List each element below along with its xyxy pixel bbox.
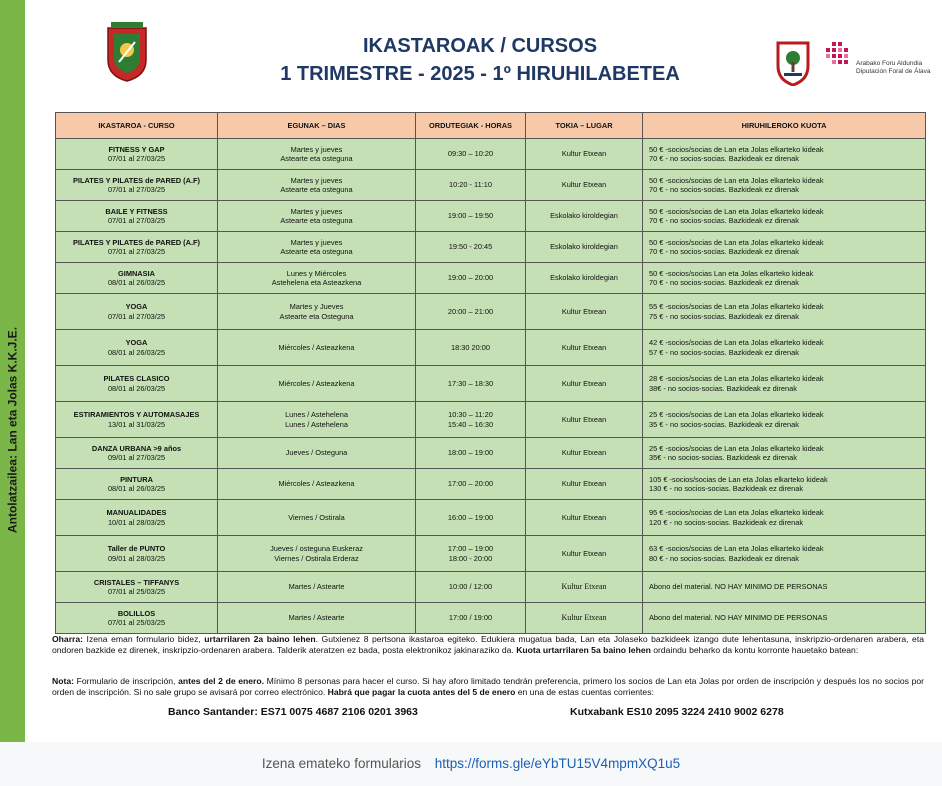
sidebar-strip bbox=[0, 0, 25, 742]
organizer-label: Antolatzailea: Lan eta Jolas K.K.J.E. bbox=[5, 326, 20, 534]
fee-cell bbox=[643, 294, 926, 330]
fee-cell bbox=[643, 500, 926, 536]
place-name: Kultur Etxean bbox=[561, 512, 607, 522]
fee-cell bbox=[643, 536, 926, 572]
days-line: Astearte eta Osteguna bbox=[279, 311, 354, 321]
footer-label: Izena emateko formularios bbox=[261, 756, 421, 771]
course-dates: 09/01 al 27/03/25 bbox=[107, 453, 166, 462]
place-cell bbox=[526, 469, 643, 500]
course-dates: 09/01 al 28/03/25 bbox=[107, 553, 166, 563]
hours-line: 19:50 - 20:45 bbox=[448, 242, 493, 252]
form-link[interactable]: https://forms.gle/eYbTU15V4mpmXQ1u5 bbox=[434, 756, 681, 771]
table-row bbox=[56, 500, 926, 536]
place-name: Kultur Etxean bbox=[561, 582, 607, 592]
hours-line: 19:00 – 19:50 bbox=[447, 211, 494, 221]
course-cell bbox=[56, 232, 218, 263]
fee-line: 35€ - no socios-socias. Bazkideak ez direnak bbox=[649, 453, 797, 462]
table-row bbox=[56, 469, 926, 500]
course-cell bbox=[56, 170, 218, 201]
days-line: Miércoles / Asteazkena bbox=[278, 378, 355, 388]
fee-line: 50 € -socios/socias de Lan eta Jolas elkarteko kideak bbox=[649, 237, 824, 247]
course-name: DANZA URBANA >9 años bbox=[91, 443, 182, 453]
days-cell bbox=[218, 469, 416, 500]
course-cell bbox=[56, 603, 218, 634]
place-cell bbox=[526, 139, 643, 170]
fee-line: Abono del material. NO HAY MINIMO DE PERSONAS bbox=[649, 613, 828, 623]
place-cell bbox=[526, 330, 643, 366]
dfa-name-eu: Arabako Foru Aldundia bbox=[856, 60, 923, 67]
days-line: Astearte eta osteguna bbox=[280, 154, 353, 163]
fee-line: 105 € -socios/socias de Lan eta Jolas elkarteko kideak bbox=[649, 474, 828, 484]
days-cell bbox=[218, 603, 416, 634]
course-dates: 07/01 al 25/03/25 bbox=[107, 587, 166, 596]
fee-cell bbox=[643, 139, 926, 170]
course-name: BOLILLOS bbox=[117, 608, 156, 618]
course-name: GIMNASIA bbox=[118, 268, 155, 278]
place-cell bbox=[526, 366, 643, 402]
bank-kutxabank: Kutxabank ES10 2095 3224 2410 9002 6278 bbox=[570, 706, 784, 718]
fee-line: 25 € -socios/socias de Lan eta Jolas elkarteko kideak bbox=[649, 443, 824, 453]
course-name: PILATES Y PILATES de PARED (A.F) bbox=[72, 237, 201, 247]
days-line: Astearte eta osteguna bbox=[280, 247, 353, 256]
days-line: Martes / Astearte bbox=[288, 582, 345, 592]
course-dates: 08/01 al 26/03/25 bbox=[107, 278, 166, 287]
days-line: Lunes / Astehelena bbox=[285, 410, 348, 419]
place-cell bbox=[526, 603, 643, 634]
course-dates: 13/01 al 31/03/25 bbox=[107, 419, 166, 429]
course-cell bbox=[56, 438, 218, 469]
note-basque: Oharra: Izena eman formulario bidez, urtarrilaren 2a baino lehen. Gutxienez 8 pertsona ikastaroa egiteko. Edukiera mugatua bada, Lan eta Jolaseko bazkideek izango dute lehentasuna, inskripzio-ordenaren arabera, eta ondoren bazkide ez direnek, inskripzio-ordenaren arabera. Talderik ateratzen ez bada, posta elektronikoz jakinaraziko da. Kuota urtarrilaren 5a baino lehen ordaindu beharko da kontu korronte hauetako batean: bbox=[52, 634, 924, 655]
course-name: CRISTALES – TIFFANYS bbox=[93, 577, 180, 587]
days-line: Martes y Jueves bbox=[289, 302, 344, 311]
course-dates: 07/01 al 27/03/25 bbox=[107, 247, 166, 256]
shield-logo-icon bbox=[105, 22, 149, 82]
course-name: YOGA bbox=[125, 338, 148, 347]
days-cell bbox=[218, 139, 416, 170]
fee-line: 50 € -socios/socias Lan eta Jolas elkarteko kideak bbox=[649, 268, 814, 278]
fee-line: Abono del material. NO HAY MINIMO DE PERSONAS bbox=[649, 582, 828, 592]
courses-table-body bbox=[56, 139, 926, 634]
hours-cell bbox=[416, 438, 526, 469]
bank-santander: Banco Santander: ES71 0075 4687 2106 0201 3963 bbox=[168, 706, 418, 718]
days-line: Martes y jueves bbox=[290, 206, 343, 216]
table-row bbox=[56, 402, 926, 438]
place-cell bbox=[526, 170, 643, 201]
fee-cell bbox=[643, 232, 926, 263]
table-row bbox=[56, 366, 926, 402]
days-cell bbox=[218, 330, 416, 366]
place-name: Kultur Etxean bbox=[561, 342, 607, 352]
table-row bbox=[56, 294, 926, 330]
table-row bbox=[56, 330, 926, 366]
course-dates: 10/01 al 28/03/25 bbox=[107, 517, 166, 527]
col-days: EGUNAK – DIAS bbox=[218, 113, 416, 139]
days-cell bbox=[218, 366, 416, 402]
hours-cell bbox=[416, 500, 526, 536]
fee-line: 75 € - no socios-socias. Bazkideak ez direnak bbox=[649, 311, 799, 321]
fee-line: 55 € -socios/socias de Lan eta Jolas elkarteko kideak bbox=[649, 302, 824, 311]
course-name: ESTIRAMIENTOS Y AUTOMASAJES bbox=[73, 410, 200, 419]
hours-line: 16:00 – 19:00 bbox=[447, 512, 494, 522]
course-name: BAILE Y FITNESS bbox=[105, 206, 168, 216]
fee-cell bbox=[643, 603, 926, 634]
hours-cell bbox=[416, 402, 526, 438]
note-spanish: Nota: Formulario de inscripción, antes del 2 de enero. Mínimo 8 personas para hacer el curso. Si hay aforo limitado tendrán preferencia, primero los socios de Lan eta Jolas por orden de inscripción y después los no socios por orden de inscripción. Si no sale grupo se avisará por correo electrónico. Habrá que pagar la cuota antes del 5 de enero en una de estas cuentas corrientes: bbox=[52, 676, 924, 697]
hours-cell bbox=[416, 536, 526, 572]
days-cell bbox=[218, 402, 416, 438]
place-cell bbox=[526, 294, 643, 330]
hours-cell bbox=[416, 603, 526, 634]
days-line: Martes y jueves bbox=[290, 144, 343, 154]
fee-line: 42 € -socios/socias de Lan eta Jolas elkarteko kideak bbox=[649, 338, 824, 347]
course-cell bbox=[56, 536, 218, 572]
fee-cell bbox=[643, 201, 926, 232]
courses-table bbox=[55, 112, 926, 634]
hours-line: 15:40 – 16:30 bbox=[447, 419, 494, 429]
hours-line: 17:30 – 18:30 bbox=[447, 378, 494, 388]
course-dates: 07/01 al 27/03/25 bbox=[107, 311, 166, 321]
table-row bbox=[56, 603, 926, 634]
fee-line: 50 € -socios/socias de Lan eta Jolas elkarteko kideak bbox=[649, 175, 824, 185]
table-row bbox=[56, 232, 926, 263]
dfa-dots-icon bbox=[824, 40, 854, 70]
table-row bbox=[56, 438, 926, 469]
course-name: YOGA bbox=[125, 302, 148, 311]
hours-cell bbox=[416, 263, 526, 294]
place-name: Kultur Etxean bbox=[561, 378, 607, 388]
hours-cell bbox=[416, 330, 526, 366]
course-cell bbox=[56, 366, 218, 402]
page-title bbox=[200, 32, 760, 88]
days-line: Jueves / Osteguna bbox=[285, 448, 348, 458]
fee-cell bbox=[643, 330, 926, 366]
course-cell bbox=[56, 500, 218, 536]
fee-line: 57 € - no socios-socias. Bazkideak ez direnak bbox=[649, 347, 799, 357]
place-cell bbox=[526, 263, 643, 294]
fee-line: 35 € - no socios-socias. Bazkideak ez direnak bbox=[649, 419, 799, 429]
fee-cell bbox=[643, 263, 926, 294]
municipal-crest-icon bbox=[775, 40, 811, 86]
course-dates: 07/01 al 27/03/25 bbox=[107, 216, 166, 225]
course-dates: 08/01 al 26/03/25 bbox=[107, 484, 166, 493]
place-cell bbox=[526, 232, 643, 263]
fee-line: 130 € - no socios-socias. Bazkideak ez direnak bbox=[649, 484, 804, 493]
days-line: Martes y jueves bbox=[290, 175, 343, 185]
table-row bbox=[56, 263, 926, 294]
place-name: Eskolako kiroldegian bbox=[550, 211, 618, 221]
course-dates: 07/01 al 25/03/25 bbox=[107, 618, 166, 627]
fee-line: 50 € -socios/socias de Lan eta Jolas elkarteko kideak bbox=[649, 144, 824, 154]
hours-line: 19:00 – 20:00 bbox=[447, 273, 494, 283]
course-name: PINTURA bbox=[120, 474, 153, 484]
days-line: Jueves / osteguna Euskeraz bbox=[270, 544, 363, 553]
place-name: Kultur Etxean bbox=[561, 306, 607, 316]
diputacion-logo bbox=[824, 40, 939, 80]
place-name: Kultur Etxean bbox=[561, 548, 607, 558]
course-name: Taller de PUNTO bbox=[107, 544, 166, 553]
place-cell bbox=[526, 438, 643, 469]
hours-cell bbox=[416, 170, 526, 201]
days-line: Martes y jueves bbox=[290, 237, 343, 247]
hours-cell bbox=[416, 572, 526, 603]
hours-line: 10:20 - 11:10 bbox=[448, 180, 492, 190]
days-line: Viernes / Ostirala bbox=[288, 512, 345, 522]
course-cell bbox=[56, 263, 218, 294]
hours-line: 09:30 – 10:20 bbox=[447, 149, 494, 159]
course-dates: 07/01 al 27/03/25 bbox=[107, 185, 166, 194]
table-row bbox=[56, 139, 926, 170]
hours-line: 17:00 – 19:00 bbox=[447, 544, 494, 553]
table-row bbox=[56, 572, 926, 603]
days-cell bbox=[218, 572, 416, 603]
place-cell bbox=[526, 500, 643, 536]
fee-cell bbox=[643, 469, 926, 500]
place-cell bbox=[526, 402, 643, 438]
days-cell bbox=[218, 232, 416, 263]
days-cell bbox=[218, 438, 416, 469]
col-place: TOKIA – LUGAR bbox=[526, 113, 643, 139]
col-fee: HIRUHILEROKO KUOTA bbox=[643, 113, 926, 139]
hours-cell bbox=[416, 201, 526, 232]
place-cell bbox=[526, 536, 643, 572]
course-cell bbox=[56, 402, 218, 438]
days-cell bbox=[218, 170, 416, 201]
table-row bbox=[56, 536, 926, 572]
fee-line: 95 € -socios/socias de Lan eta Jolas elkarteko kideak bbox=[649, 508, 824, 517]
fee-line: 80 € - no socios-socias. Bazkideak ez direnak bbox=[649, 553, 799, 563]
course-cell bbox=[56, 139, 218, 170]
course-name: FITNESS Y GAP bbox=[108, 144, 165, 154]
fee-line: 25 € -socios/socias de Lan eta Jolas elkarteko kideak bbox=[649, 410, 824, 419]
fee-cell bbox=[643, 402, 926, 438]
days-cell bbox=[218, 294, 416, 330]
fee-line: 70 € - no socios-socias. Bazkideak ez direnak bbox=[649, 216, 799, 225]
place-cell bbox=[526, 201, 643, 232]
note-basque-label: Oharra: bbox=[52, 634, 84, 644]
days-line: Miércoles / Asteazkena bbox=[278, 342, 355, 352]
fee-line: 70 € - no socios-socias. Bazkideak ez direnak bbox=[649, 278, 799, 287]
days-cell bbox=[218, 536, 416, 572]
hours-line: 18:00 – 19:00 bbox=[447, 448, 494, 458]
course-dates: 08/01 al 26/03/25 bbox=[107, 347, 166, 357]
days-line: Miércoles / Asteazkena bbox=[278, 479, 355, 489]
days-cell bbox=[218, 201, 416, 232]
note-spanish-label: Nota: bbox=[52, 676, 74, 686]
table-row bbox=[56, 170, 926, 201]
course-cell bbox=[56, 294, 218, 330]
fee-line: 28 € -socios/socias de Lan eta Jolas elkarteko kideak bbox=[649, 374, 824, 383]
days-line: Martes / Astearte bbox=[288, 613, 345, 623]
hours-line: 20:00 – 21:00 bbox=[447, 306, 494, 316]
place-name: Kultur Etxean bbox=[561, 149, 607, 159]
days-line: Astearte eta osteguna bbox=[280, 185, 353, 194]
course-name: PILATES Y PILATES de PARED (A.F) bbox=[72, 175, 201, 185]
fee-cell bbox=[643, 572, 926, 603]
place-name: Kultur Etxean bbox=[561, 448, 607, 458]
course-cell bbox=[56, 201, 218, 232]
fee-line: 70 € - no socios-socias. Bazkideak ez direnak bbox=[649, 185, 799, 194]
days-line: Astehelena eta Asteazkena bbox=[271, 278, 362, 287]
hours-line: 18:00 - 20:00 bbox=[448, 553, 493, 563]
hours-cell bbox=[416, 232, 526, 263]
hours-line: 17:00 – 20:00 bbox=[447, 479, 494, 489]
footer bbox=[0, 756, 942, 771]
course-cell bbox=[56, 330, 218, 366]
days-line: Viernes / Ostirala Erderaz bbox=[274, 553, 359, 563]
col-course: IKASTAROA - CURSO bbox=[56, 113, 218, 139]
course-name: MANUALIDADES bbox=[106, 508, 167, 517]
place-name: Kultur Etxean bbox=[561, 414, 607, 424]
hours-cell bbox=[416, 366, 526, 402]
days-line: Lunes / Astehelena bbox=[285, 419, 348, 429]
course-cell bbox=[56, 572, 218, 603]
hours-cell bbox=[416, 139, 526, 170]
fee-line: 120 € - no socios-socias. Bazkideak ez direnak bbox=[649, 517, 804, 527]
place-name: Kultur Etxean bbox=[561, 613, 607, 623]
dfa-name-es: Diputación Foral de Álava bbox=[856, 68, 931, 75]
hours-cell bbox=[416, 294, 526, 330]
hours-cell bbox=[416, 469, 526, 500]
place-name: Kultur Etxean bbox=[561, 479, 607, 489]
fee-cell bbox=[643, 366, 926, 402]
fee-cell bbox=[643, 438, 926, 469]
fee-line: 38€ - no socios-socias. Bazkideak ez direnak bbox=[649, 383, 797, 393]
days-cell bbox=[218, 500, 416, 536]
days-cell bbox=[218, 263, 416, 294]
days-line: Astearte eta osteguna bbox=[280, 216, 353, 225]
col-hours: ORDUTEGIAK - HORAS bbox=[416, 113, 526, 139]
days-line: Lunes y Miércoles bbox=[286, 268, 347, 278]
hours-line: 17:00 / 19:00 bbox=[448, 613, 493, 623]
fee-cell bbox=[643, 170, 926, 201]
fee-line: 70 € - no socios-socias. Bazkideak ez direnak bbox=[649, 247, 799, 256]
course-dates: 07/01 al 27/03/25 bbox=[107, 154, 166, 163]
course-cell bbox=[56, 469, 218, 500]
hours-line: 10:00 / 12:00 bbox=[448, 582, 493, 592]
hours-line: 10:30 – 11:20 bbox=[448, 410, 493, 419]
fee-line: 50 € -socios/socias de Lan eta Jolas elkarteko kideak bbox=[649, 206, 824, 216]
course-dates: 08/01 al 26/03/25 bbox=[107, 383, 166, 393]
place-name: Kultur Etxean bbox=[561, 180, 607, 190]
place-name: Eskolako kiroldegian bbox=[550, 242, 618, 252]
hours-line: 18:30 20:00 bbox=[450, 342, 491, 352]
place-name: Eskolako kiroldegian bbox=[550, 273, 618, 283]
table-header-row bbox=[56, 113, 926, 139]
title-line-2: 1 TRIMESTRE - 2025 - 1º HIRUHILABETEA bbox=[280, 63, 680, 85]
place-cell bbox=[526, 572, 643, 603]
fee-line: 70 € - no socios-socias. Bazkideak ez direnak bbox=[649, 154, 799, 163]
table-row bbox=[56, 201, 926, 232]
title-line-1: IKASTAROAK / CURSOS bbox=[362, 35, 598, 57]
fee-line: 63 € -socios/socias de Lan eta Jolas elkarteko kideak bbox=[649, 544, 824, 553]
course-name: PILATES CLASICO bbox=[103, 374, 170, 383]
